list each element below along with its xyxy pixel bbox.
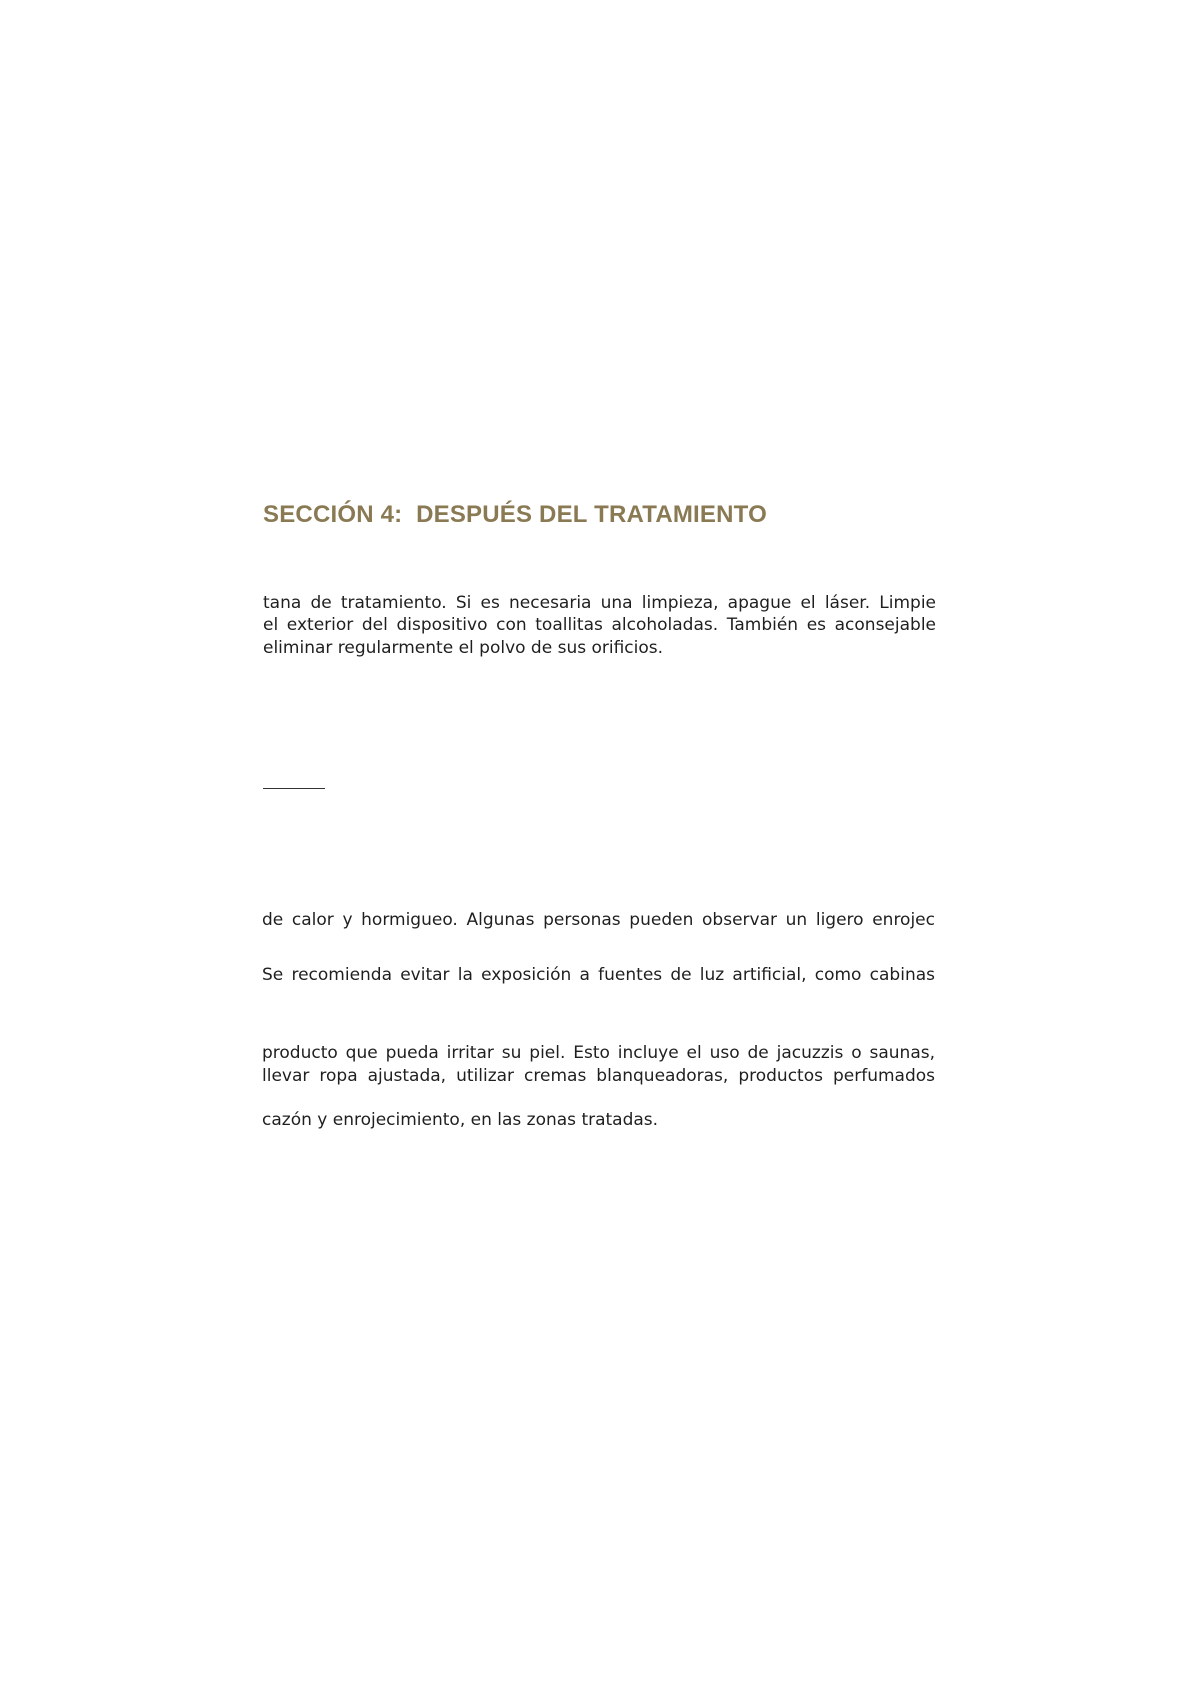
after-effects-line: de calor y hormigueo. Algunas personas pueden observar un ligero enrojec — [262, 910, 935, 930]
footnote-divider — [263, 788, 325, 789]
cleaning-line: tana de tratamiento. Si es necesaria una limpieza, apague el láser. Limpie — [263, 593, 936, 613]
light-exposure-line: Se recomienda evitar la exposición a fuentes de luz artificial, como cabinas — [262, 965, 935, 985]
cleaning-line: el exterior del dispositivo con toallitas alcoholadas. También es aconsejable — [263, 615, 936, 635]
cleaning-line: eliminar regularmente el polvo de sus orificios. — [263, 638, 664, 658]
closing-line: cazón y enrojecimiento, en las zonas tratadas. — [262, 1110, 659, 1130]
section-heading: SECCIÓN 4: DESPUÉS DEL TRATAMIENTO — [263, 501, 767, 528]
irritants-line: producto que pueda irritar su piel. Esto incluye el uso de jacuzzis o saunas, — [262, 1043, 935, 1063]
irritants-line: llevar ropa ajustada, utilizar cremas blanqueadoras, productos perfumados — [262, 1066, 935, 1086]
